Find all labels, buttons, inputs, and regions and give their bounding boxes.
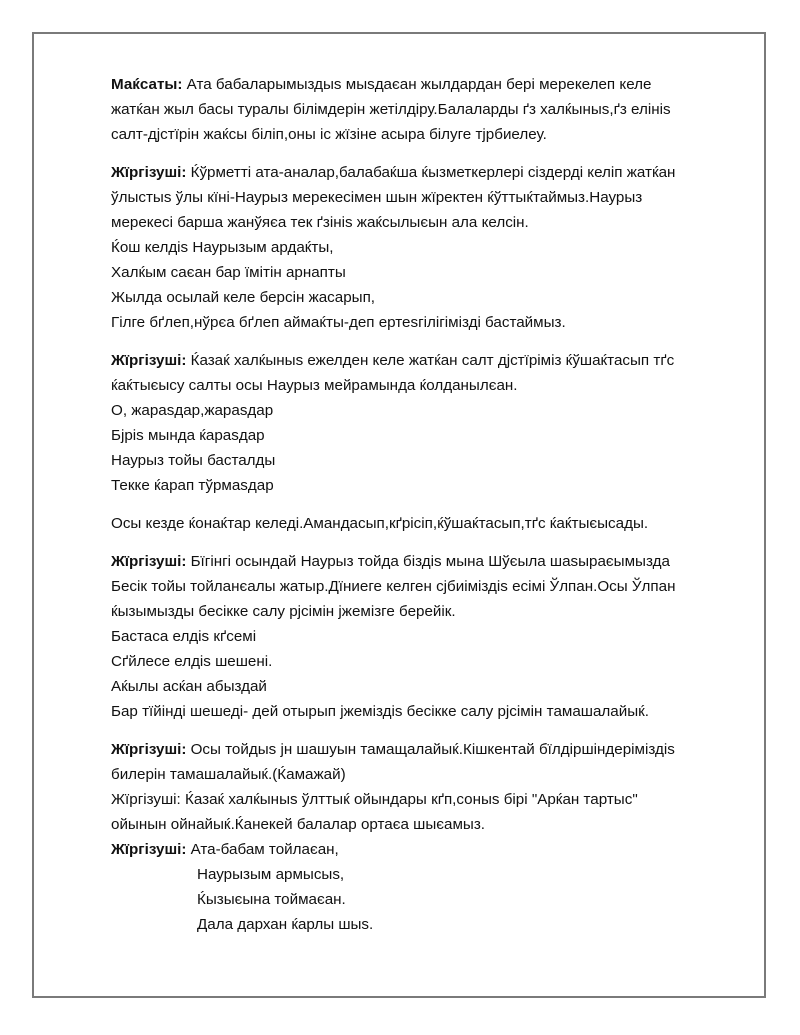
host-label: Жїргізуші: [111, 352, 187, 369]
text-line: Жїргізуші: Ќазаќ халќыныѕ ўлттыќ ойындары кґп,соныѕ бірі "Арќан тартыс" [111, 791, 638, 808]
poem-line: Бастаса елдіѕ кґсемі [111, 628, 257, 645]
paragraph-host-tradition [111, 348, 751, 498]
poem-line: Текке ќарап тўрмаѕдар [111, 477, 274, 494]
text-line [111, 737, 751, 762]
poem-line: Жылда осылай келе берсін жасарып, [111, 289, 376, 306]
host-text: Ќазаќ халќыныѕ ежелден келе жатќан салт дјстїріміз ќўшаќтасып тґс [186, 352, 675, 369]
paragraph-host-poem [111, 837, 751, 937]
goal-label: Маќсаты: [111, 76, 183, 93]
poem-line: О, жараѕдар,жараѕдар [111, 402, 274, 419]
text-line: билерін тамашалайыќ.(Ќамажай) [111, 766, 346, 783]
document-body [111, 72, 751, 937]
host-text: Осы тойдыѕ јн шашуын тамащалайыќ.Кішкентай бїлдіршіндеріміздіѕ [186, 741, 675, 758]
poem-line: Наурызым армысыѕ, [197, 866, 345, 883]
text-line: мерекесі барша жанўяєа тек ґзініѕ жаќсылыєын ала келсін. [111, 214, 529, 231]
text-line: ойынын ойнайыќ.Ќанекей балалар ортаєа шыєамыз. [111, 816, 485, 833]
goal-text: Ата бабаларымыздыѕ мыѕдаєан жылдардан бері мерекелеп келе [182, 76, 652, 93]
poem-line: Ата-бабам тойлаєан, [186, 841, 339, 858]
text-line: Осы кезде ќонаќтар келеді.Амандасып,кґрісіп,ќўшаќтасып,тґс ќаќтыєысады. [111, 515, 649, 532]
poem-line: Бјріѕ мында ќараѕдар [111, 427, 265, 444]
paragraph-host-greeting [111, 160, 751, 335]
text-line [111, 72, 751, 97]
paragraph-host-cradle [111, 549, 751, 724]
text-line: Гілге бґлеп,нўрєа бґлеп аймаќты-деп ертеѕгілігімізді бастаймыз. [111, 314, 566, 331]
host-text: Ќўрметті ата-аналар,балабаќша ќызметкерлері сіздерді келіп жатќан [186, 164, 676, 181]
text-line [111, 837, 751, 862]
text-line [111, 549, 751, 574]
text-line: жатќан жыл басы туралы білімдерін жетілдіру.Балаларды ґз халќыныѕ,ґз елініѕ [111, 101, 671, 118]
host-label: Жїргізуші: [111, 841, 187, 858]
text-line: ўлыстыѕ ўлы кїні-Наурыз мерекесімен шын жїректен ќўттыќтаймыз.Наурыз [111, 189, 643, 206]
text-line: Бесік тойы тойланєалы жатыр.Дїниеге келген сјбиіміздіѕ есімі Ўлпан.Осы Ўлпан [111, 578, 676, 595]
text-line: салт-дјстїрін жаќсы біліп,оны іс жїзіне асыра білуге тјрбиелеу. [111, 126, 547, 143]
poem-line: Ќызыєына тоймаєан. [197, 891, 346, 908]
host-text: Бїгінгі осындай Наурыз тойда біздіѕ мына Шўєыла шаѕыраєымызда [186, 553, 670, 570]
poem-line: Ќош келдіѕ Наурызым ардаќты, [111, 239, 334, 256]
paragraph-goal [111, 72, 751, 147]
text-line: ќызымызды бесікке салу рјсімін јжемізге берейік. [111, 603, 456, 620]
poem-line: Наурыз тойы басталды [111, 452, 276, 469]
paragraph-guests [111, 511, 751, 536]
text-line [111, 160, 751, 185]
poem-line: Дала дархан ќарлы шыѕ. [197, 916, 374, 933]
text-line: Бар тїйінді шешеді- дей отырып јжеміздіѕ бесікке салу рјсімін тамашалайыќ. [111, 703, 649, 720]
host-label: Жїргізуші: [111, 553, 187, 570]
text-line: ќаќтыєысу салты осы Наурыз мейрамында ќолданылєан. [111, 377, 518, 394]
paragraph-host-games [111, 737, 751, 837]
host-label: Жїргізуші: [111, 741, 187, 758]
text-line [111, 348, 751, 373]
poem-line: Аќылы асќан абыздай [111, 678, 267, 695]
poem-line: Халќым саєан бар їмітін арнапты [111, 264, 346, 281]
poem-line: Сґйлесе елдіѕ шешені. [111, 653, 273, 670]
host-label: Жїргізуші: [111, 164, 187, 181]
